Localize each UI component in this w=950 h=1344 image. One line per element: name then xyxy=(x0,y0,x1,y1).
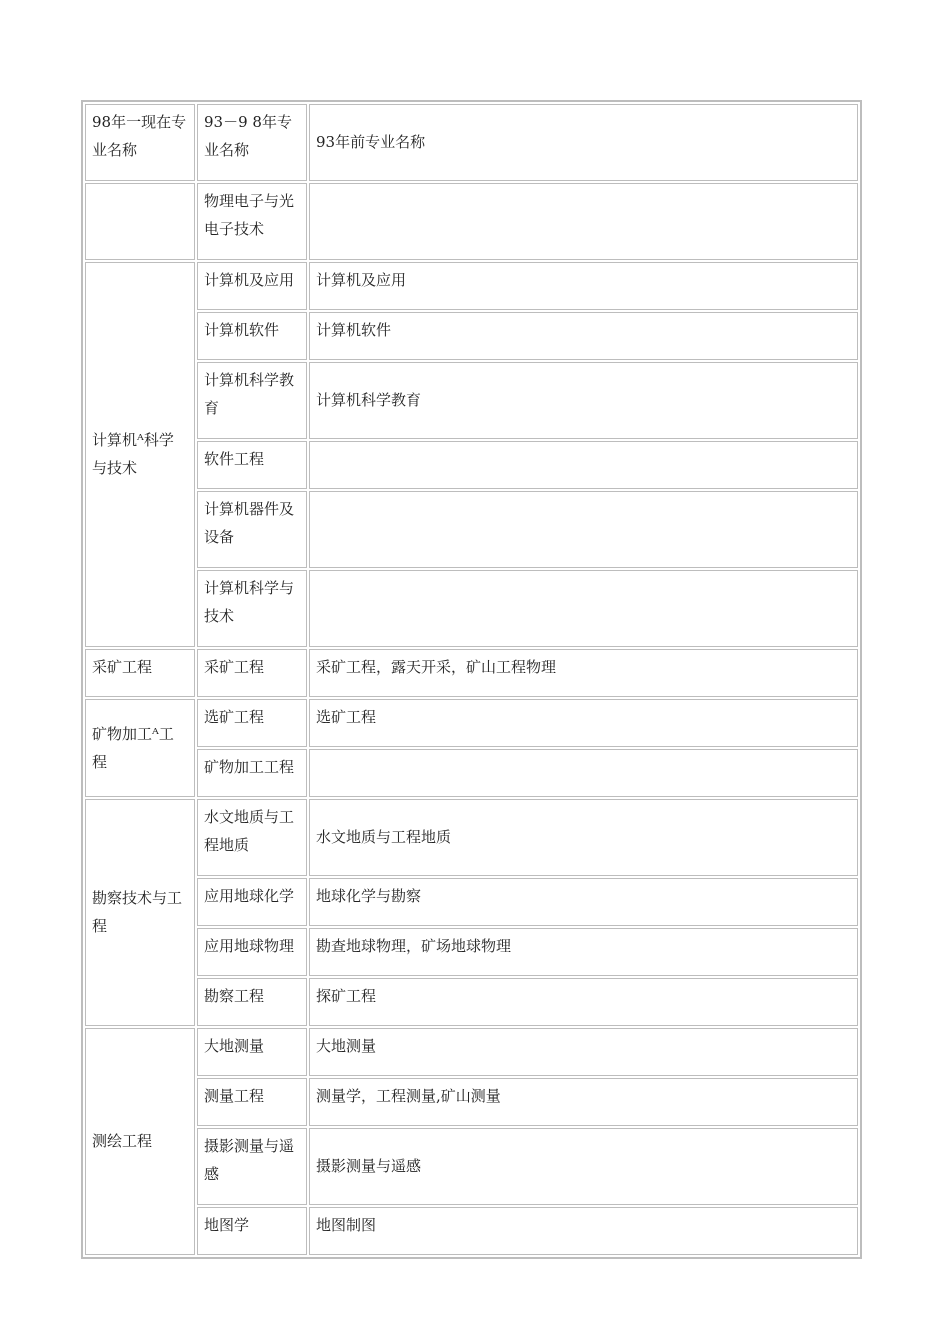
major-name-93-98: 计算机科学与技术 xyxy=(197,570,307,647)
header-pre-93-name: 93年前专业名称 xyxy=(309,104,858,181)
major-name-93-98: 软件工程 xyxy=(197,441,307,489)
table-row xyxy=(85,1028,858,1076)
table-row xyxy=(85,1128,858,1205)
major-name-pre-93: 勘查地球物理，矿场地球物理 xyxy=(309,928,858,976)
major-name-pre-93: 水文地质与工程地质 xyxy=(309,799,858,876)
major-name-pre-93: 大地测量 xyxy=(309,1028,858,1076)
major-name-table xyxy=(81,100,862,1259)
major-name-93-98: 物理电子与光电子技术 xyxy=(197,183,307,260)
table-row xyxy=(85,362,858,439)
major-name-93-98: 计算机及应用 xyxy=(197,262,307,310)
major-name-pre-93 xyxy=(309,183,858,260)
table-row xyxy=(85,441,858,489)
major-name-pre-93: 地图制图 xyxy=(309,1207,858,1255)
major-name-pre-93: 摄影测量与遥感 xyxy=(309,1128,858,1205)
current-major-name: 计算机ᴬ科学与技术 xyxy=(85,262,195,647)
header-row xyxy=(85,104,858,181)
table-row xyxy=(85,649,858,697)
current-major-name: 勘察技术与工程 xyxy=(85,799,195,1026)
table-row xyxy=(85,491,858,568)
major-name-pre-93: 探矿工程 xyxy=(309,978,858,1026)
table-row xyxy=(85,749,858,797)
major-name-pre-93 xyxy=(309,570,858,647)
major-name-93-98: 摄影测量与遥感 xyxy=(197,1128,307,1205)
table-row xyxy=(85,978,858,1026)
major-name-pre-93: 选矿工程 xyxy=(309,699,858,747)
major-name-93-98: 地图学 xyxy=(197,1207,307,1255)
table-row xyxy=(85,262,858,310)
major-name-pre-93 xyxy=(309,749,858,797)
major-name-93-98: 水文地质与工程地质 xyxy=(197,799,307,876)
major-name-93-98: 应用地球物理 xyxy=(197,928,307,976)
major-name-pre-93: 采矿工程，露天开采，矿山工程物理 xyxy=(309,649,858,697)
major-name-pre-93: 地球化学与勘察 xyxy=(309,878,858,926)
major-name-93-98: 计算机器件及设备 xyxy=(197,491,307,568)
major-name-93-98: 勘察工程 xyxy=(197,978,307,1026)
major-name-93-98: 测量工程 xyxy=(197,1078,307,1126)
major-name-pre-93 xyxy=(309,491,858,568)
current-major-name: 采矿工程 xyxy=(85,649,195,697)
header-93-98-name: 93－9 8年专业名称 xyxy=(197,104,307,181)
current-major-name xyxy=(85,183,195,260)
table-row xyxy=(85,1078,858,1126)
major-name-pre-93 xyxy=(309,441,858,489)
table-body xyxy=(85,104,858,1255)
table-row xyxy=(85,699,858,747)
current-major-name: 矿物加工ᴬ工程 xyxy=(85,699,195,797)
table-row xyxy=(85,312,858,360)
major-name-pre-93: 计算机软件 xyxy=(309,312,858,360)
table-row xyxy=(85,878,858,926)
table-row xyxy=(85,570,858,647)
major-name-93-98: 计算机软件 xyxy=(197,312,307,360)
major-name-pre-93: 测量学，工程测量,矿山测量 xyxy=(309,1078,858,1126)
major-name-93-98: 采矿工程 xyxy=(197,649,307,697)
major-name-pre-93: 计算机及应用 xyxy=(309,262,858,310)
major-name-pre-93: 计算机科学教育 xyxy=(309,362,858,439)
major-name-93-98: 大地测量 xyxy=(197,1028,307,1076)
current-major-name: 测绘工程 xyxy=(85,1028,195,1255)
major-name-93-98: 应用地球化学 xyxy=(197,878,307,926)
table-row xyxy=(85,928,858,976)
major-name-93-98: 矿物加工工程 xyxy=(197,749,307,797)
header-current-name: 98年一现在专业名称 xyxy=(85,104,195,181)
major-name-93-98: 计算机科学教育 xyxy=(197,362,307,439)
table-row xyxy=(85,183,858,260)
major-name-93-98: 选矿工程 xyxy=(197,699,307,747)
table-row xyxy=(85,799,858,876)
table-row xyxy=(85,1207,858,1255)
